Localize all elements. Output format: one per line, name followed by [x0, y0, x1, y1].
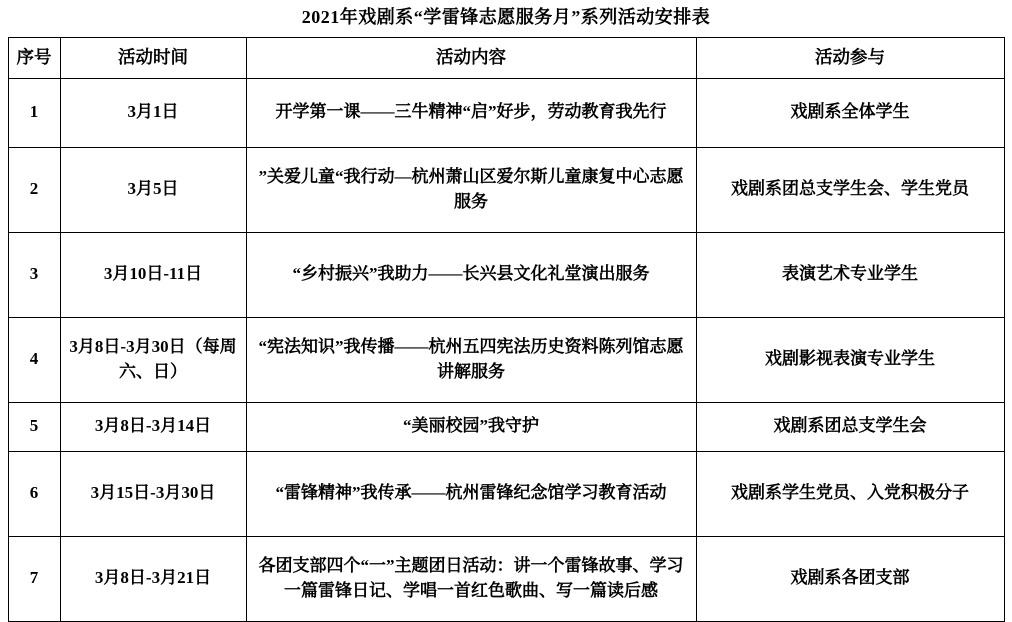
cell-participants: 戏剧系团总支学生会、学生党员	[696, 147, 1004, 232]
column-header-participants: 活动参与	[696, 38, 1004, 78]
cell-participants: 戏剧系团总支学生会	[696, 402, 1004, 451]
table-row	[8, 317, 1004, 402]
cell-participants: 戏剧影视表演专业学生	[696, 317, 1004, 402]
cell-participants: 戏剧系各团支部	[696, 536, 1004, 621]
table-row	[8, 147, 1004, 232]
cell-time: 3月8日-3月30日（每周六、日）	[60, 317, 246, 402]
cell-content: ”关爱儿童“我行动—杭州萧山区爱尔斯儿童康复中心志愿服务	[246, 147, 696, 232]
cell-content: 开学第一课——三牛精神“启”好步，劳动教育我先行	[246, 78, 696, 147]
cell-time: 3月8日-3月14日	[60, 402, 246, 451]
document-title: 2021年戏剧系“学雷锋志愿服务月”系列活动安排表	[301, 7, 711, 27]
cell-no: 7	[8, 536, 60, 621]
activity-schedule-table	[8, 37, 1005, 621]
cell-no: 1	[8, 78, 60, 147]
cell-time: 3月15日-3月30日	[60, 451, 246, 536]
cell-time: 3月1日	[60, 78, 246, 147]
column-header-no: 序号	[8, 38, 60, 78]
table-row	[8, 536, 1004, 621]
column-header-content: 活动内容	[246, 38, 696, 78]
column-header-time: 活动时间	[60, 38, 246, 78]
cell-time: 3月10日-11日	[60, 232, 246, 317]
cell-content: 各团支部四个“一”主题团日活动：讲一个雷锋故事、学习一篇雷锋日记、学唱一首红色歌曲、写一篇读后感	[246, 536, 696, 621]
cell-time: 3月5日	[60, 147, 246, 232]
cell-content: “美丽校园”我守护	[246, 402, 696, 451]
table-header-row	[8, 38, 1004, 78]
cell-no: 2	[8, 147, 60, 232]
table-row	[8, 78, 1004, 147]
table-row	[8, 451, 1004, 536]
table-row	[8, 402, 1004, 451]
cell-no: 3	[8, 232, 60, 317]
cell-participants: 表演艺术专业学生	[696, 232, 1004, 317]
cell-no: 6	[8, 451, 60, 536]
cell-participants: 戏剧系全体学生	[696, 78, 1004, 147]
cell-content: “宪法知识”我传播——杭州五四宪法历史资料陈列馆志愿讲解服务	[246, 317, 696, 402]
cell-time: 3月8日-3月21日	[60, 536, 246, 621]
cell-participants: 戏剧系学生党员、入党积极分子	[696, 451, 1004, 536]
cell-no: 5	[8, 402, 60, 451]
cell-content: “雷锋精神”我传承——杭州雷锋纪念馆学习教育活动	[246, 451, 696, 536]
table-row	[8, 232, 1004, 317]
cell-content: “乡村振兴”我助力——长兴县文化礼堂演出服务	[246, 232, 696, 317]
cell-no: 4	[8, 317, 60, 402]
